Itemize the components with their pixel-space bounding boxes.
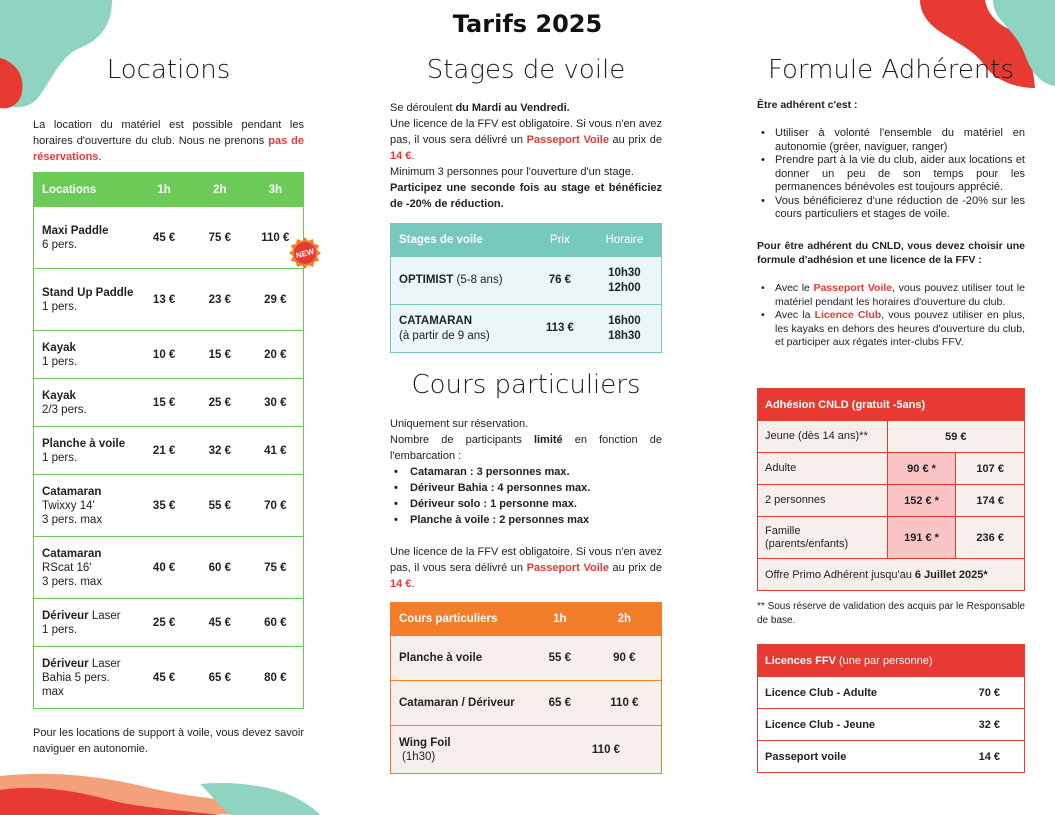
item-detail: 1 pers. (42, 623, 78, 636)
price-cell: 32 € (950, 709, 1024, 741)
new-badge (288, 236, 322, 270)
cours-licence-text: Une licence de la FFV est obligatoire. Si vous n'en avez pas, il vous sera délivré un Passeport Voile au prix de 14 €. (390, 546, 662, 590)
item-name: Stand Up Paddle (42, 286, 134, 299)
stages-title: Stages de voile (426, 55, 626, 85)
row-label: 2 personnes (758, 485, 888, 517)
list-item: • Avec la Licence Club, vous pouvez utiliser en plus, les kayaks en dehors des heures d'ouverture du club, et participer aux régates inter-clubs FFV. (757, 309, 1025, 350)
locations-title: Locations (106, 55, 231, 85)
item-detail: 6 pers. (42, 238, 78, 251)
table-row (391, 726, 662, 774)
item-detail: 3 pers. max (42, 513, 103, 526)
list-item: • Catamaran : 3 personnes max. (390, 464, 662, 480)
item-name: Kayak (42, 341, 76, 354)
price-cell: 60 € (248, 599, 304, 647)
stage-name: OPTIMIST (399, 274, 454, 286)
price-cell: 25 € (136, 599, 192, 647)
bottom-left-decoration (0, 770, 330, 815)
price-cell: 110 € (248, 207, 304, 269)
adherents-title: Formule Adhérents (767, 55, 1015, 85)
list-item: • Utiliser à volonté l'ensemble du matériel en autonomie (gréer, naviguer, ranger) (757, 127, 1025, 154)
price-cell: 29 € (248, 269, 304, 331)
table-row (34, 331, 304, 379)
price-cell: 80 € (248, 647, 304, 709)
price-cell: 174 € (956, 485, 1025, 517)
table-header-row (758, 645, 1025, 677)
price-cell: 25 € (192, 379, 248, 427)
table-row (758, 453, 1025, 485)
stage-detail: (5-8 ans) (453, 274, 503, 286)
item-name: Catamaran (42, 547, 102, 560)
item-name-rest: Laser (88, 609, 121, 622)
licence-name: Licence Club - Jeune (758, 709, 951, 741)
item-name: Planche à voile (42, 437, 126, 450)
price-cell: 41 € (248, 427, 304, 475)
price-cell: 40 € (136, 537, 192, 599)
schedule-cell: 16h00 18h30 (588, 305, 662, 353)
price-cell: 14 € (950, 741, 1024, 773)
locations-footer: Pour les locations de support à voile, vous devez savoir naviguer en autonomie. (33, 727, 304, 755)
item-name: Maxi Paddle (42, 224, 109, 237)
price-cell: 21 € (136, 427, 192, 475)
offer-cell: Offre Primo Adhérent jusqu'au 6 Juillet 2025* (758, 559, 1025, 591)
cours-boat-list (390, 464, 662, 528)
cours-title: Cours particuliers (411, 370, 641, 400)
cours-text: Uniquement sur réservation. Nombre de participants limité en fonction de l'embarcation : (390, 418, 662, 462)
price-cell: 75 € (192, 207, 248, 269)
price-cell: 65 € (532, 681, 588, 726)
price-cell: 113 € (532, 305, 588, 353)
price-cell: 90 € (588, 636, 662, 681)
price-cell: 20 € (248, 331, 304, 379)
price-cell: 191 € * (887, 517, 956, 559)
row-label: Jeune (dès 14 ans)** (758, 421, 888, 453)
item-detail: 1 pers. (42, 355, 78, 368)
price-cell: 70 € (950, 677, 1024, 709)
price-cell: 45 € (136, 207, 192, 269)
price-cell: 55 € (192, 475, 248, 537)
price-cell: 70 € (248, 475, 304, 537)
table-row (34, 427, 304, 475)
price-cell: 55 € (532, 636, 588, 681)
table-row (758, 741, 1025, 773)
price-cell: 107 € (956, 453, 1025, 485)
badge-label: NEW (294, 246, 316, 261)
item-detail: RScat 16' (42, 561, 92, 574)
list-item: • Prendre part à la vie du club, aider aux locations et donner un peu de son temps pour les permanences bénévoles est toujours apprécié. (757, 154, 1025, 195)
column-header: Locations (34, 173, 137, 207)
page-title: Tarifs 2025 (452, 10, 603, 38)
item-name: Dériveur (42, 657, 89, 670)
table-header-row (391, 224, 662, 257)
price-cell: 45 € (192, 599, 248, 647)
table-row (391, 257, 662, 305)
cours-table (390, 602, 662, 774)
price-cell: 75 € (248, 537, 304, 599)
table-header-row (391, 603, 662, 636)
price-cell: 59 € (887, 421, 1024, 453)
item-detail: 2/3 pers. (42, 403, 87, 416)
price-cell: 23 € (192, 269, 248, 331)
table-row (34, 537, 304, 599)
list-item: • Planche à voile : 2 personnes max (390, 512, 662, 528)
price-cell: 65 € (192, 647, 248, 709)
adherents-benefits-list (757, 127, 1025, 222)
item-detail: 3 pers. max (42, 575, 103, 588)
table-row (34, 379, 304, 427)
list-item: • Avec le Passeport Voile, vous pouvez utiliser tout le matériel pendant les horaires d'ouverture du club. (757, 282, 1025, 309)
price-cell: 60 € (192, 537, 248, 599)
table-row (34, 269, 304, 331)
licence-name: Passeport voile (758, 741, 951, 773)
table-row (34, 207, 304, 269)
price-cell: 15 € (192, 331, 248, 379)
column-header: Horaire (588, 224, 662, 257)
stage-name: CATAMARAN (399, 314, 473, 327)
table-row (758, 709, 1025, 741)
column-header: Stages de voile (391, 224, 533, 257)
licences-table (757, 644, 1025, 773)
price-cell: 152 € * (887, 485, 956, 517)
price-cell: 35 € (136, 475, 192, 537)
table-row (391, 305, 662, 353)
price-cell: 15 € (136, 379, 192, 427)
item-detail: max (42, 685, 64, 698)
price-cell: 236 € (956, 517, 1025, 559)
row-label: Adulte (758, 453, 888, 485)
price-cell: 10 € (136, 331, 192, 379)
column-header: 2h (588, 603, 662, 636)
stages-text: Se déroulent du Mardi au Vendredi. Une licence de la FFV est obligatoire. Si vous n'en avez pas, il vous sera délivré un Passeport Voile au prix de 14 €. Minimum 3 personnes pour l'ouverture d'un stage. Participez une seconde fois au stage et bénéficiez de -20% de réduction. (390, 102, 662, 210)
table-row (391, 681, 662, 726)
adhesion-note: ** Sous réserve de validation des acquis par le Responsable de base. (757, 601, 1025, 626)
adhesion-table (757, 388, 1025, 591)
price-cell: 13 € (136, 269, 192, 331)
course-detail: (1h30) (402, 750, 436, 763)
item-detail: 1 pers. (42, 300, 78, 313)
table-row (758, 677, 1025, 709)
item-name-rest: Laser (88, 657, 121, 670)
adherents-intro: Être adhérent c'est : (757, 99, 858, 111)
list-item: • Dériveur Bahia : 4 personnes max. (390, 480, 662, 496)
item-name: Catamaran (42, 485, 102, 498)
price-cell: 32 € (192, 427, 248, 475)
column-header: Prix (532, 224, 588, 257)
course-name: Wing Foil (399, 736, 451, 749)
row-label: Famille (parents/enfants) (758, 517, 888, 559)
column-header: Cours particuliers (391, 603, 532, 636)
course-name: Planche à voile (391, 636, 532, 681)
item-detail: Bahia 5 pers. (42, 671, 110, 684)
table-row (34, 475, 304, 537)
table-header-row (34, 173, 304, 207)
table-row (34, 599, 304, 647)
stages-table (390, 223, 662, 353)
column-header: Licences FFV (une par personne) (758, 645, 1025, 677)
adherents-choose-text: Pour être adhérent du CNLD, vous devez choisir une formule d'adhésion et une licence de la FFV : (757, 240, 1025, 266)
adherents-options-list (757, 282, 1025, 350)
column-header: 1h (136, 173, 192, 207)
item-name: Dériveur (42, 609, 89, 622)
price-cell: 45 € (136, 647, 192, 709)
stage-detail: (à partir de 9 ans) (399, 329, 490, 342)
table-row (758, 421, 1025, 453)
item-detail: Twixxy 14' (42, 499, 95, 512)
licence-name: Licence Club - Adulte (758, 677, 951, 709)
schedule-cell: 10h30 12h00 (588, 257, 662, 305)
price-cell: 30 € (248, 379, 304, 427)
item-detail: 1 pers. (42, 451, 78, 464)
price-cell: 76 € (532, 257, 588, 305)
column-header: 1h (532, 603, 588, 636)
price-cell: 110 € (588, 681, 662, 726)
list-item: • Dériveur solo : 1 personne max. (390, 496, 662, 512)
table-row (34, 647, 304, 709)
table-row (758, 517, 1025, 559)
course-name: Catamaran / Dériveur (391, 681, 532, 726)
column-header: 3h (248, 173, 304, 207)
table-header-row (758, 389, 1025, 421)
table-row (758, 559, 1025, 591)
price-cell: 90 € * (887, 453, 956, 485)
column-header: 2h (192, 173, 248, 207)
list-item: • Vous bénéficierez d'une réduction de -20% sur les cours particuliers et stages de voile. (757, 195, 1025, 222)
column-header: Adhésion CNLD (gratuit -5ans) (758, 389, 1025, 421)
item-name: Kayak (42, 389, 76, 402)
locations-table (33, 172, 304, 709)
price-cell: 110 € (532, 726, 662, 774)
table-row (758, 485, 1025, 517)
locations-intro: La location du matériel est possible pendant les horaires d'ouverture du club. Nous ne prenons pas de réservations. (33, 119, 304, 163)
table-row (391, 636, 662, 681)
